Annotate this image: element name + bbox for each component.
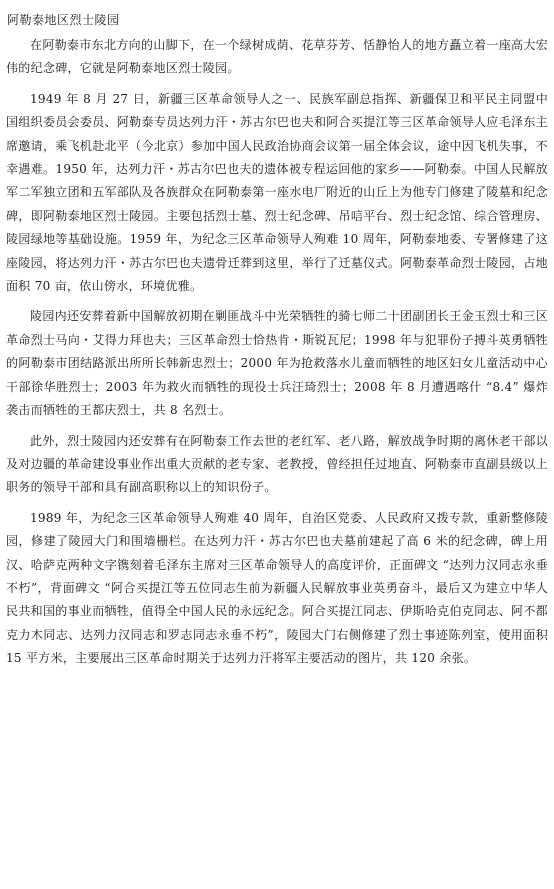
paragraph-buried-martyrs: 陵园内还安葬着新中国解放初期在剿匪战斗中光荣牺牲的骑七师二十团副团长王金玉烈士和三区革命烈士马向・艾得力拜也夫；三区革命烈士恰热肯・斯锐瓦尼；1998 年与犯罪份子搏斗英勇牺牲的阿勒泰市团结路派出所所长韩新忠烈士；2000 年为抢救落水儿童而牺牲的地区妇女儿童活动中心干部徐华胜烈士；2003 年为救火而牺牲的现役士兵汪琦烈士；2008 年 8 月遭遇喀什 “8.4” 爆炸袭击而牺牲的王都庆烈士，共 8 名烈士。 [6,309,548,418]
paragraph-renovation: 1989 年，为纪念三区革命领导人殉难 40 周年，自治区党委、人民政府又拨专款，重新整修陵园，修建了陵园大门和围墙栅栏。在达列力汗・苏古尔巴也夫墓前建起了高 6 米的纪念碑，碑上用汉、哈萨克两种文字镌刻着毛泽东主席对三区革命领导人的高度评价，正面碑文 “达列力汉同志永垂不朽”，背面碑文 “阿合买提江等五位同志生前为新疆人民解放事业英勇奋斗，最后又为建立中华人民共和国的事业而牺牲，值得全中国人民的永远纪念。阿合买提江同志、伊斯哈克伯克同志、阿不都克力木同志、达列力汉同志和罗志同志永垂不朽”，陵园大门右侧修建了烈士事迹陈列室，使用面积 15 平方米，主要展出三区革命时期关于达列力汗将军主要活动的图片，共 120 余张。 [6,510,548,666]
document-title: 阿勒泰地区烈士陵园 [7,13,120,27]
paragraph-other-buried: 此外，烈士陵园内还安葬有在阿勒泰工作去世的老红军、老八路，解放战争时期的离休老干部以及对边疆的革命建设事业作出重大贡献的老专家、老教授，曾经担任过地直、阿勒泰市直副县级以上职务的领导干部和具有副高职称以上的知识份子。 [6,433,548,495]
paragraph-history: 1949 年 8 月 27 日，新疆三区革命领导人之一、民族军副总指挥、新疆保卫和平民主同盟中国组织委员会委员、阿勒泰专员达列力汗・苏古尔巴也夫和阿合买提江等三区革命领导人应毛泽东主席邀请，乘飞机赴北平（今北京）参加中国人民政治协商会议第一届全体会议，途中因飞机失事，不幸遇难。1950 年，达列力汗・苏古尔巴也夫的遗体被专程运回他的家乡——阿勒泰。中国人民解放军二军独立团和五军部队及各族群众在阿勒泰第一座水电厂附近的山丘上为他专门修建了陵墓和纪念碑，即阿勒泰地区烈士陵园。主要包括烈士墓、烈士纪念碑、吊唁平台、烈士纪念馆、综合管理房、陵园绿地等基础设施。1959 年，为纪念三区革命领导人殉难 10 周年，阿勒泰地委、专署修建了这座陵园，将达列力汗・苏古尔巴也夫遗骨迁葬到这里，举行了迁墓仪式。阿勒泰革命烈士陵园，占地面积 70 亩，依山傍水，环境优雅。 [6,91,548,294]
paragraph-intro: 在阿勒泰市东北方向的山脚下，在一个绿树成荫、花草芬芳、恬静怡人的地方矗立着一座高大宏伟的纪念碑，它就是阿勒泰地区烈士陵园。 [6,38,548,76]
